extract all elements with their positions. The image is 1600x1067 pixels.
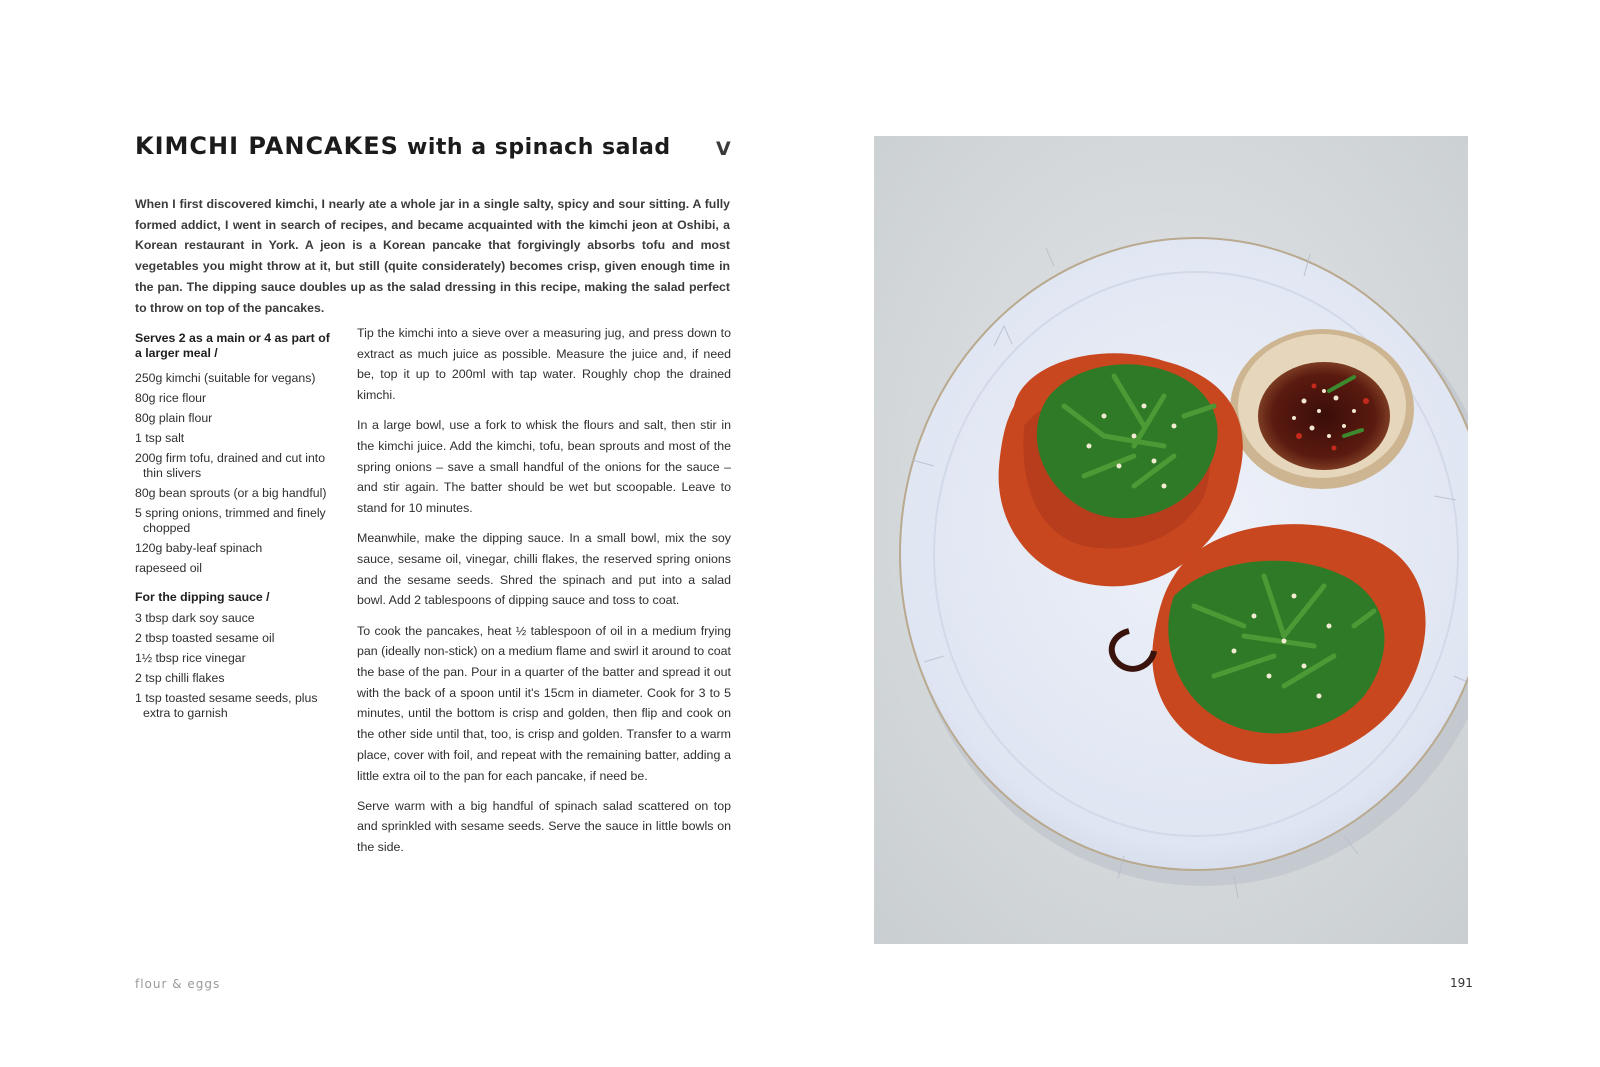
recipe-title [135, 132, 735, 160]
sauce-heading: For the dipping sauce / [135, 590, 270, 604]
method-step: In a large bowl, use a fork to whisk the flours and salt, then stir in the kimchi juice. Add the kimchi, tofu, bean sprouts and most of the spring onions – save a small handful of the onions for the sauce – and stir again. The batter should be wet but scoopable. Leave to stand for 10 minutes. [357, 418, 731, 516]
vegetarian-mark: V [716, 138, 731, 160]
ingredient-item: 80g rice flour [135, 391, 207, 405]
sauce-ingredient-item: 1½ tbsp rice vinegar [135, 651, 246, 665]
sauce-ingredient-item: 2 tsp chilli flakes [135, 671, 225, 685]
method-step: Tip the kimchi into a sieve over a measuring jug, and press down to extract as much juice as possible. Measure the juice and, if need be, top it up to 200ml with tap water. Roughly chop the drained kimchi. [357, 326, 731, 403]
recipe-title-sub: with a spinach salad [407, 135, 671, 160]
method-step: To cook the pancakes, heat ½ tablespoon of oil in a medium frying pan (ideally non-stick) on a medium flame and swirl it around to coat the base of the pan. Pour in a quarter of the batter and spread it out with the back of a spoon until it's 15cm in diameter. Cook for 3 to 5 minutes, until the bottom is crisp and golden, then flip and cook on the other side until that, too, is crisp and golden. Transfer to a warm place, cover with foil, and repeat with the remaining batter, adding a little extra oil to the pan for each pancake, if need be. [357, 623, 731, 783]
ingredient-item: rapeseed oil [135, 561, 202, 575]
sauce-ingredient-item: 1 tsp toasted sesame seeds, plus extra to garnish [135, 691, 318, 720]
recipe-title-main: KIMCHI PANCAKES [135, 132, 399, 160]
page-number: 191 [1450, 976, 1473, 990]
ingredient-item: 80g bean sprouts (or a big handful) [135, 486, 327, 500]
recipe-intro: When I first discovered kimchi, I nearly ate a whole jar in a single salty, spicy and sour sitting. A fully formed addict, I went in search of recipes, and became acquainted with the kimchi jeon at Oshibi, a Korean restaurant in York. A jeon is a Korean pancake that forgivingly absorbs tofu and most vegetables you might throw at it, but still (quite considerately) becomes crisp, given enough time in the pan. The dipping sauce doubles up as the salad dressing in this recipe, making the salad perfect to throw on top of the pancakes. [135, 197, 730, 315]
sauce-ingredient-list [135, 611, 340, 721]
method-column [357, 323, 731, 867]
sauce-ingredient-item: 3 tbsp dark soy sauce [135, 611, 255, 625]
ingredients-column [135, 331, 340, 731]
method-step: Serve warm with a big handful of spinach salad scattered on top and sprinkled with sesame seeds. Serve the sauce in little bowls on the side. [357, 798, 731, 855]
ingredient-item: 200g firm tofu, drained and cut into thin slivers [135, 451, 326, 480]
ingredient-item: 80g plain flour [135, 411, 213, 425]
serves-heading: Serves 2 as a main or 4 as part of a larger meal / [135, 331, 330, 360]
ingredient-item: 1 tsp salt [135, 431, 185, 445]
method-step: Meanwhile, make the dipping sauce. In a small bowl, mix the soy sauce, sesame oil, vinegar, chilli flakes, the reserved spring onions and the sesame seeds. Shred the spinach and put into a salad bowl. Add 2 tablespoons of dipping sauce and toss to coat. [357, 531, 731, 608]
dipping-bowl [1230, 329, 1414, 489]
ingredient-item: 5 spring onions, trimmed and finely chopped [135, 506, 326, 535]
ingredient-item: 120g baby-leaf spinach [135, 541, 263, 555]
ingredient-list [135, 371, 340, 576]
ingredient-item: 250g kimchi (suitable for vegans) [135, 371, 316, 385]
sauce-ingredient-item: 2 tbsp toasted sesame oil [135, 631, 275, 645]
food-photo [874, 136, 1468, 944]
section-footer: flour & eggs [135, 977, 221, 991]
